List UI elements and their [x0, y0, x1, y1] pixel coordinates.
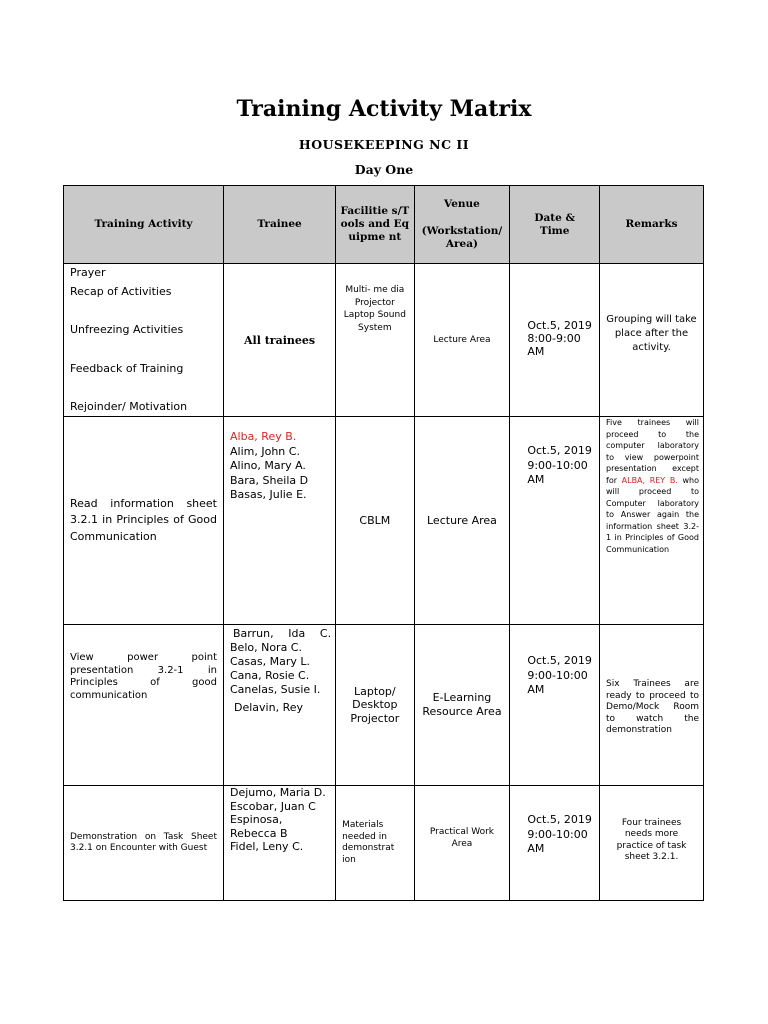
date-text: Oct.5, 2019 9:00-10:00 AM: [527, 813, 592, 855]
remarks-text: Grouping will take place after the activity.: [606, 314, 697, 353]
trainee-name: Casas, Mary L.: [230, 655, 311, 668]
activity-rejoinder: Rejoinder/ Motivation: [70, 400, 188, 413]
trainee-cell: [224, 786, 336, 901]
trainee-name: Espinosa, Rebecca B: [230, 813, 288, 840]
remarks-cell: [600, 264, 704, 417]
facilities-text: Multi- me dia Projector Laptop Sound System: [343, 285, 406, 333]
header-training-activity: Training Activity: [64, 186, 224, 264]
remarks-text: Six Trainees are ready to proceed to Demo/Mock Room to watch the demonstration: [606, 679, 699, 736]
activity-unfreezing: Unfreezing Activities: [70, 323, 184, 336]
facilities-cell: [336, 417, 414, 625]
trainee-cell: [224, 417, 336, 625]
venue-text: Practical Work Area: [429, 827, 494, 849]
facilities-text: Materials needed in demonstrat ion: [342, 820, 395, 865]
remarks-cell: [600, 786, 704, 901]
facilities-cell: [336, 786, 414, 901]
remarks-part1: Five trainees will proceed to the computer laboratory to view powerpoint presentation except for: [606, 418, 699, 485]
activity-text: Read information sheet 3.2.1 in Principles of Good Communication: [70, 496, 217, 543]
document-title: Training Activity Matrix: [236, 96, 532, 122]
remarks-text: Four trainees needs more practice of task sheet 3.2.1.: [616, 817, 687, 862]
remarks-cell: [600, 625, 704, 786]
trainee-name: Belo, Nora C.: [230, 641, 302, 654]
facilities-cell: [336, 264, 414, 417]
remarks-highlight: ALBA, REY B.: [621, 475, 678, 485]
activity-feedback: Feedback of Training: [70, 362, 184, 375]
activity-recap: Recap of Activities: [70, 285, 172, 298]
trainee-name: Alim, John C.: [230, 444, 300, 458]
trainee-name: Alino, Mary A.: [230, 459, 306, 472]
trainee-name: Basas, Julie E.: [230, 488, 307, 501]
trainee-name: Fidel, Leny C.: [230, 840, 304, 853]
header-trainee: Trainee: [224, 186, 336, 264]
trainee-cell: [224, 264, 336, 417]
activity-text: Demonstration on Task Sheet 3.2.1 on Encounter with Guest: [70, 831, 217, 853]
trainee-name: Dejumo, Maria D.: [230, 786, 326, 799]
activity-cell: [64, 625, 224, 786]
facilities-text: CBLM: [359, 513, 391, 527]
activity-cell: [64, 264, 224, 417]
trainee-name: Barrun, Ida C.: [233, 627, 332, 640]
trainee-cell: [224, 625, 336, 786]
training-matrix-table: [63, 185, 704, 901]
trainee-name: Escobar, Juan C: [230, 799, 316, 813]
venue-cell: [414, 786, 510, 901]
trainee-all: All trainees: [244, 333, 316, 347]
date-text: Oct.5, 2019 8:00-9:00 AM: [527, 318, 592, 358]
table-row: [64, 417, 704, 625]
activity-cell: [64, 786, 224, 901]
activity-text: View power point presentation 3.2-1 in Principles of good communication: [70, 652, 217, 701]
table-row: [64, 264, 704, 417]
remarks-cell: [600, 417, 704, 625]
trainee-name: Cana, Rosie C.: [230, 669, 310, 682]
venue-text: Lecture Area: [433, 334, 491, 345]
header-facilities: Facilitie s/Tools and Equipme nt: [336, 186, 414, 264]
venue-cell: [414, 264, 510, 417]
table-header-row: [64, 186, 704, 264]
table-row: [64, 786, 704, 901]
trainee-highlight: Alba, Rey B.: [230, 430, 297, 443]
trainee-name: Bara, Sheila D: [230, 473, 309, 487]
date-text: Oct.5, 2019 9:00-10:00 AM: [527, 444, 592, 486]
date-text: Oct.5, 2019 9:00-10:00 AM: [527, 654, 592, 696]
venue-text: E-Learning Resource Area: [422, 690, 502, 718]
header-venue: Venue (Workstation/ Area): [414, 186, 510, 264]
venue-cell: [414, 625, 510, 786]
trainee-name: Canelas, Susie I.: [230, 683, 321, 696]
remarks-text: [600, 417, 703, 555]
qualification-title: HOUSEKEEPING NC II: [298, 137, 470, 152]
header-date-time: Date & Time: [510, 186, 600, 264]
venue-text: Lecture Area: [427, 513, 497, 527]
date-cell: [510, 417, 600, 625]
header-remarks: Remarks: [600, 186, 704, 264]
date-cell: [510, 786, 600, 901]
facilities-cell: [336, 625, 414, 786]
venue-cell: [414, 417, 510, 625]
trainee-name: Delavin, Rey: [234, 701, 303, 714]
table-row: [64, 625, 704, 786]
activity-cell: [64, 417, 224, 625]
date-cell: [510, 625, 600, 786]
remarks-part2: who will proceed to Computer laboratory to Answer again the information sheet 3.2-1 in Principles of Good Communication: [606, 475, 699, 554]
day-label: Day One: [354, 162, 414, 177]
activity-prayer: Prayer: [70, 266, 106, 279]
facilities-text: Laptop/ Desktop Projector: [350, 684, 400, 725]
date-cell: [510, 264, 600, 417]
